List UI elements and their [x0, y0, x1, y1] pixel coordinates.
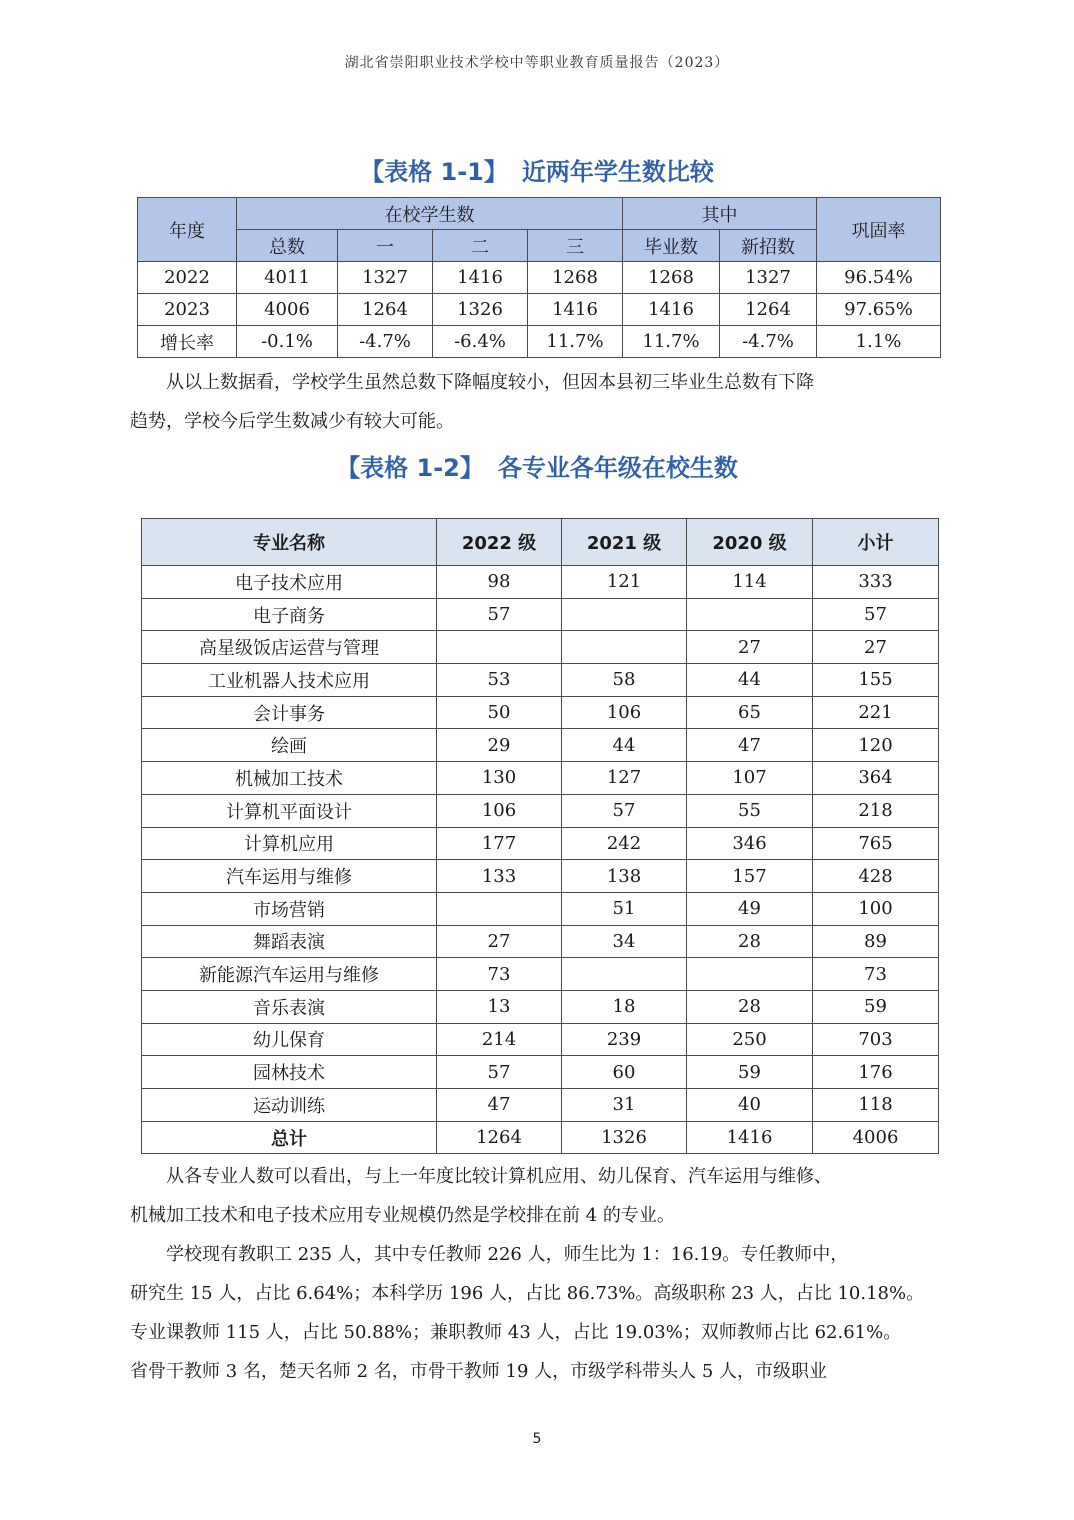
table-cell [437, 631, 562, 664]
table-cell: 11.7% [623, 326, 720, 358]
column-header: 2022 级 [437, 519, 562, 566]
table-row [142, 762, 939, 795]
table-cell [562, 958, 687, 991]
major-name-cell: 计算机应用 [142, 827, 437, 860]
table-cell: 40 [687, 1089, 813, 1122]
major-name-cell: 会计事务 [142, 696, 437, 729]
major-name-cell: 舞蹈表演 [142, 925, 437, 958]
table-row [142, 860, 939, 893]
table-cell: -4.7% [338, 326, 433, 358]
table-row [142, 827, 939, 860]
header-retention-rate: 巩固率 [817, 198, 941, 262]
major-name-cell: 电子技术应用 [142, 566, 437, 599]
table-cell: 118 [813, 1089, 939, 1122]
table-cell: 97.65% [817, 294, 941, 326]
table-cell: 28 [687, 990, 813, 1023]
table-row [142, 925, 939, 958]
table-cell: 364 [813, 762, 939, 795]
paragraph-line: 机械加工技术和电子技术应用专业规模仍然是学校排在前 4 的专业。 [130, 1205, 675, 1226]
table-cell: 49 [687, 892, 813, 925]
table-cell: 11.7% [528, 326, 623, 358]
table-cell: 107 [687, 762, 813, 795]
paragraph-line: 从以上数据看，学校学生虽然总数下降幅度较小，但因本县初三毕业生总数有下降 [166, 372, 814, 393]
table-cell: 89 [813, 925, 939, 958]
student-comparison-table [137, 197, 941, 358]
major-name-cell: 绘画 [142, 729, 437, 762]
table-cell: 133 [437, 860, 562, 893]
table-cell: 13 [437, 990, 562, 1023]
table-cell: 57 [562, 794, 687, 827]
column-header: 小计 [813, 519, 939, 566]
running-header: 湖北省崇阳职业技术学校中等职业教育质量报告（2023） [344, 55, 730, 71]
major-name-cell: 运动训练 [142, 1089, 437, 1122]
header-year: 年度 [138, 198, 237, 262]
table-cell: 121 [562, 566, 687, 599]
table-row [138, 326, 941, 358]
table-cell: -0.1% [237, 326, 338, 358]
table-cell: 50 [437, 696, 562, 729]
major-name-cell: 高星级饭店运营与管理 [142, 631, 437, 664]
table-cell: 65 [687, 696, 813, 729]
table-cell: 1327 [720, 262, 817, 294]
table-cell: 346 [687, 827, 813, 860]
table-cell: -4.7% [720, 326, 817, 358]
total-label-cell: 总计 [142, 1121, 437, 1154]
table-cell: 100 [813, 892, 939, 925]
table-cell: 1264 [720, 294, 817, 326]
table-cell: 60 [562, 1056, 687, 1089]
table-cell: 157 [687, 860, 813, 893]
table-row [142, 990, 939, 1023]
paragraph-line: 从各专业人数可以看出，与上一年度比较计算机应用、幼儿保育、汽车运用与维修、 [166, 1166, 832, 1187]
major-name-cell: 工业机器人技术应用 [142, 664, 437, 697]
major-enrollment-table [141, 518, 939, 1154]
major-name-cell: 电子商务 [142, 598, 437, 631]
table-cell: 239 [562, 1023, 687, 1056]
table-cell: 765 [813, 827, 939, 860]
table-cell [687, 598, 813, 631]
table2-caption [0, 448, 1074, 483]
table-cell: 106 [437, 794, 562, 827]
table-cell: 106 [562, 696, 687, 729]
table-row [142, 598, 939, 631]
table-cell: 1416 [528, 294, 623, 326]
table-cell: 333 [813, 566, 939, 599]
table-row [142, 729, 939, 762]
table1-caption-tag: 【表格 1-1】 [360, 158, 508, 186]
table-cell [437, 892, 562, 925]
table-cell: 428 [813, 860, 939, 893]
table-cell: -6.4% [433, 326, 528, 358]
table-cell: 55 [687, 794, 813, 827]
table-cell: 1416 [623, 294, 720, 326]
table2-caption-title: 各专业各年级在校生数 [497, 454, 738, 482]
total-cell: 1264 [437, 1121, 562, 1154]
table-row [142, 631, 939, 664]
total-row [142, 1121, 939, 1154]
column-header: 2021 级 [562, 519, 687, 566]
table-cell: 155 [813, 664, 939, 697]
table-cell: 1416 [433, 262, 528, 294]
total-cell: 1416 [687, 1121, 813, 1154]
table-cell: 98 [437, 566, 562, 599]
table-cell: 4011 [237, 262, 338, 294]
paragraph-line: 趋势，学校今后学生数减少有较大可能。 [130, 411, 454, 432]
table-cell: 58 [562, 664, 687, 697]
page-number: 5 [532, 1431, 542, 1447]
major-name-cell: 市场营销 [142, 892, 437, 925]
table-cell: 177 [437, 827, 562, 860]
table-row [142, 1056, 939, 1089]
table-cell: 44 [687, 664, 813, 697]
table-cell: 47 [437, 1089, 562, 1122]
table-cell: 214 [437, 1023, 562, 1056]
header-among: 其中 [623, 198, 817, 230]
header-enrolled: 在校学生数 [237, 198, 623, 230]
table-row [138, 262, 941, 294]
paragraph-2 [130, 1157, 948, 1235]
table-cell [562, 598, 687, 631]
table-cell: 176 [813, 1056, 939, 1089]
table-cell: 59 [687, 1056, 813, 1089]
subheader-grade-2: 二 [433, 230, 528, 262]
table-cell: 34 [562, 925, 687, 958]
table-cell: 242 [562, 827, 687, 860]
table-cell: 44 [562, 729, 687, 762]
table-cell: 27 [813, 631, 939, 664]
table-cell: 47 [687, 729, 813, 762]
major-name-cell: 计算机平面设计 [142, 794, 437, 827]
table-cell: 29 [437, 729, 562, 762]
table-row [142, 696, 939, 729]
major-name-cell: 机械加工技术 [142, 762, 437, 795]
table-cell: 114 [687, 566, 813, 599]
table-row [142, 664, 939, 697]
subheader-new-enrollment: 新招数 [720, 230, 817, 262]
table-row [142, 1023, 939, 1056]
table-cell: 18 [562, 990, 687, 1023]
table-cell [562, 631, 687, 664]
paragraph-line: 省骨干教师 3 名，楚天名师 2 名，市骨干教师 19 人，市级学科带头人 5 人，市级职业 [130, 1361, 828, 1382]
row-label-cell: 2022 [138, 262, 237, 294]
table-cell: 1268 [528, 262, 623, 294]
table-cell: 1268 [623, 262, 720, 294]
table-cell: 1264 [338, 294, 433, 326]
subheader-grade-3: 三 [528, 230, 623, 262]
subheader-graduates: 毕业数 [623, 230, 720, 262]
paragraph-line: 专业课教师 115 人，占比 50.88%；兼职教师 43 人，占比 19.03%；双师教师占比 62.61%。 [130, 1322, 902, 1343]
table-row [138, 294, 941, 326]
table-row [142, 566, 939, 599]
major-name-cell: 汽车运用与维修 [142, 860, 437, 893]
table-cell: 703 [813, 1023, 939, 1056]
table-cell: 59 [813, 990, 939, 1023]
table-cell: 51 [562, 892, 687, 925]
table-cell: 218 [813, 794, 939, 827]
paragraph-line: 研究生 15 人，占比 6.64%；本科学历 196 人，占比 86.73%。高级职称 23 人，占比 10.18%。 [130, 1283, 925, 1304]
major-name-cell: 新能源汽车运用与维修 [142, 958, 437, 991]
total-cell: 4006 [813, 1121, 939, 1154]
paragraph-line: 学校现有教职工 235 人，其中专任教师 226 人，师生比为 1：16.19。专任教师中， [166, 1244, 849, 1265]
row-label-cell: 增长率 [138, 326, 237, 358]
table-cell [687, 958, 813, 991]
row-label-cell: 2023 [138, 294, 237, 326]
table-cell: 73 [437, 958, 562, 991]
major-name-cell: 幼儿保育 [142, 1023, 437, 1056]
table1-caption [0, 152, 1074, 187]
table-cell: 130 [437, 762, 562, 795]
table-cell: 250 [687, 1023, 813, 1056]
table-cell: 27 [437, 925, 562, 958]
table-cell: 57 [437, 1056, 562, 1089]
table-cell: 27 [687, 631, 813, 664]
table1-caption-title: 近两年学生数比较 [521, 158, 714, 186]
paragraph-1 [130, 363, 948, 441]
total-cell: 1326 [562, 1121, 687, 1154]
major-name-cell: 音乐表演 [142, 990, 437, 1023]
table-cell: 96.54% [817, 262, 941, 294]
column-header: 2020 级 [687, 519, 813, 566]
major-name-cell: 园林技术 [142, 1056, 437, 1089]
column-header: 专业名称 [142, 519, 437, 566]
table-cell: 127 [562, 762, 687, 795]
table-cell: 53 [437, 664, 562, 697]
table-row [142, 1089, 939, 1122]
table-cell: 4006 [237, 294, 338, 326]
table2-caption-tag: 【表格 1-2】 [336, 454, 484, 482]
table-cell: 120 [813, 729, 939, 762]
table-cell: 138 [562, 860, 687, 893]
table-row [142, 958, 939, 991]
table-cell: 1326 [433, 294, 528, 326]
table-cell: 221 [813, 696, 939, 729]
subheader-grade-1: 一 [338, 230, 433, 262]
table-cell: 1.1% [817, 326, 941, 358]
table-row [142, 794, 939, 827]
paragraph-3 [130, 1235, 948, 1391]
table-cell: 57 [813, 598, 939, 631]
table-row [142, 892, 939, 925]
table-cell: 31 [562, 1089, 687, 1122]
table-cell: 1327 [338, 262, 433, 294]
table-cell: 57 [437, 598, 562, 631]
subheader-total: 总数 [237, 230, 338, 262]
table-cell: 73 [813, 958, 939, 991]
table-cell: 28 [687, 925, 813, 958]
